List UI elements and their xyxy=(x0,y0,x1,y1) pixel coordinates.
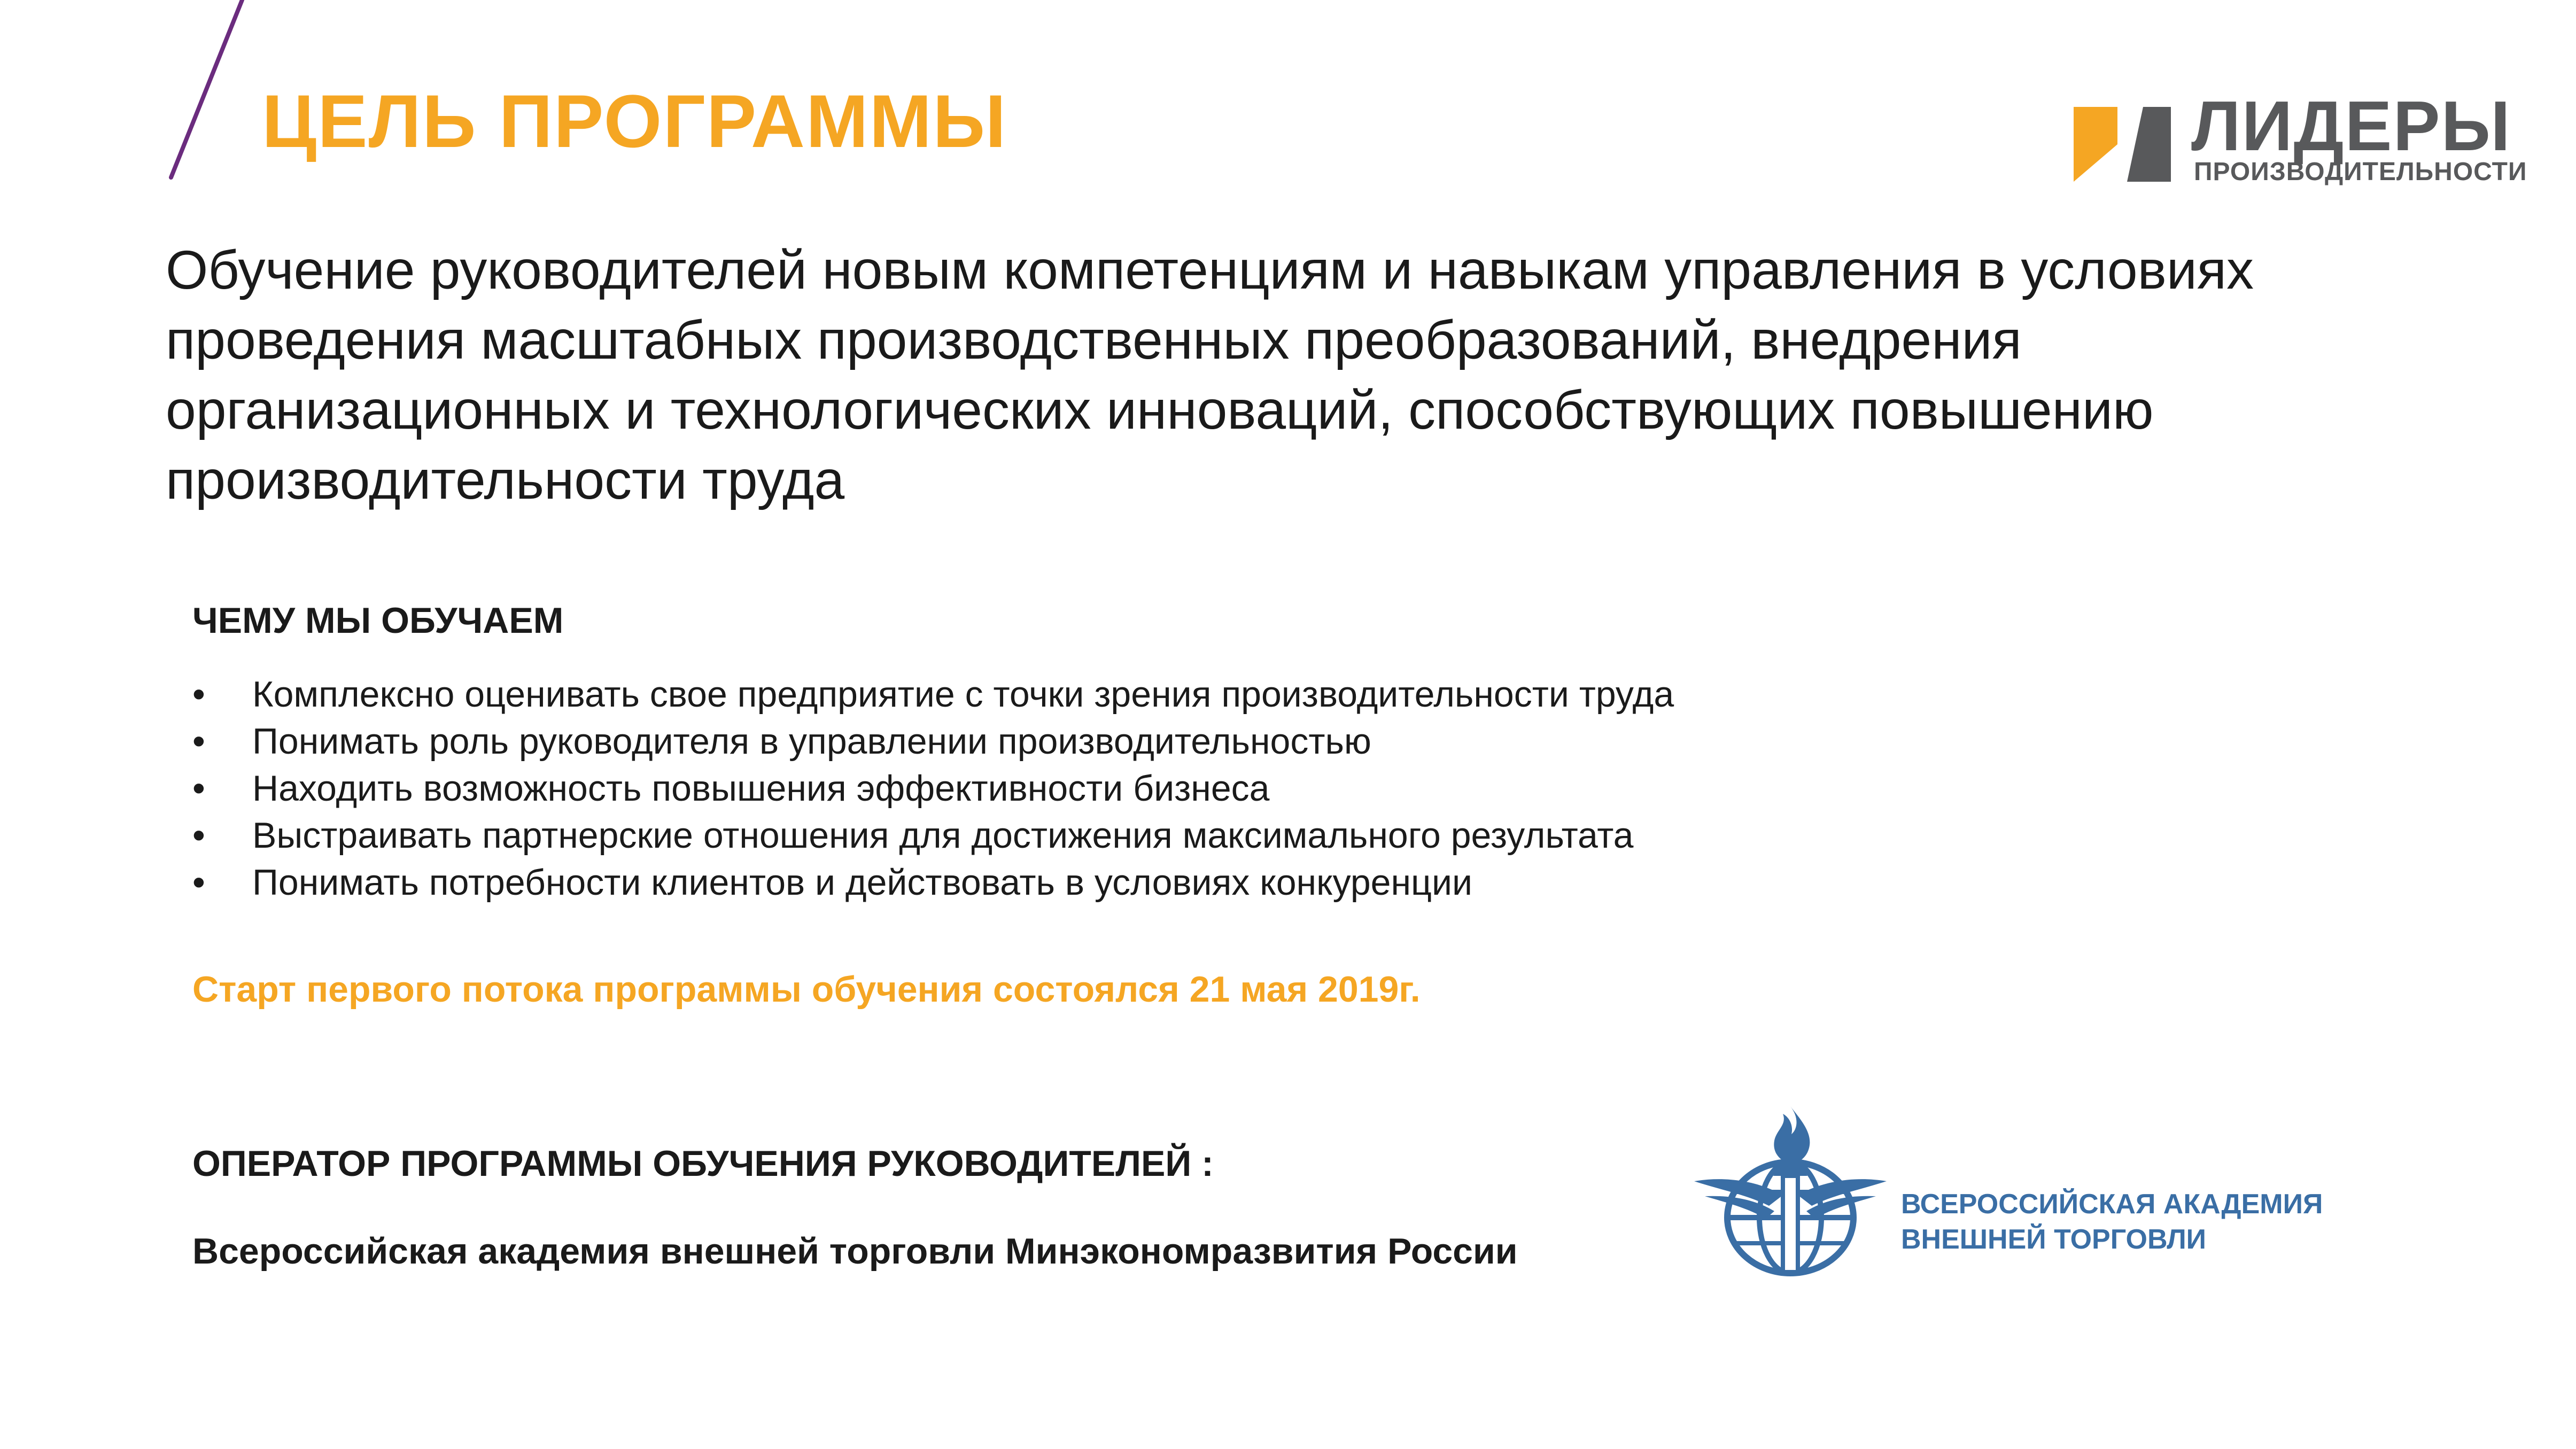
learning-list xyxy=(192,671,1674,906)
operator-heading: ОПЕРАТОР ПРОГРАММЫ ОБУЧЕНИЯ РУКОВОДИТЕЛЕЙ : xyxy=(192,1143,1214,1184)
list-item-text: Комплексно оценивать свое предприятие с точки зрения производительности труда xyxy=(252,674,1674,715)
list-item xyxy=(192,859,1674,906)
start-date-note: Старт первого потока программы обучения состоялся 21 мая 2019г. xyxy=(192,969,1421,1010)
learning-heading: ЧЕМУ МЫ ОБУЧАЕМ xyxy=(192,600,564,641)
list-item xyxy=(192,812,1674,859)
brand-subtitle: ПРОИЗВОДИТЕЛЬНОСТИ xyxy=(2194,158,2527,186)
list-item-text: Выстраивать партнерские отношения для достижения максимального результата xyxy=(252,815,1634,856)
bullet-icon: • xyxy=(192,674,205,715)
academy-name xyxy=(1901,1187,2382,1257)
list-item xyxy=(192,718,1674,765)
leaders-productivity-logo-icon xyxy=(2074,96,2191,192)
list-item-text: Понимать потребности клиентов и действовать в условиях конкуренции xyxy=(252,862,1472,903)
academy-logo xyxy=(1689,1101,2384,1283)
bullet-icon: • xyxy=(192,862,205,903)
torch-globe-emblem-icon xyxy=(1689,1101,1892,1283)
diagonal-slash-icon xyxy=(0,0,257,192)
bullet-icon: • xyxy=(192,768,205,809)
goal-statement: Обучение руководителей новым компетенциям и навыкам управления в условиях проведения масштабных производственных преобразований, внедрения организационных и технологических инноваций, способствующих повышению производительности труда xyxy=(166,239,2254,510)
academy-name-line2: ВНЕШНЕЙ ТОРГОВЛИ xyxy=(1901,1224,2207,1255)
operator-name: Всероссийская академия внешней торговли Минэкономразвития России xyxy=(192,1231,1518,1272)
bullet-icon: • xyxy=(192,815,205,856)
list-item-text: Находить возможность повышения эффективности бизнеса xyxy=(252,768,1270,809)
list-item xyxy=(192,765,1674,812)
brand-logo xyxy=(2074,87,2527,192)
bullet-icon: • xyxy=(192,721,205,762)
page-title: ЦЕЛЬ ПРОГРАММЫ xyxy=(262,79,1007,163)
list-item-text: Понимать роль руководителя в управлении производительностью xyxy=(252,721,1371,762)
brand-name: ЛИДЕРЫ xyxy=(2191,87,2511,165)
academy-name-line1: ВСЕРОССИЙСКАЯ АКАДЕМИЯ xyxy=(1901,1189,2323,1220)
list-item xyxy=(192,671,1674,718)
